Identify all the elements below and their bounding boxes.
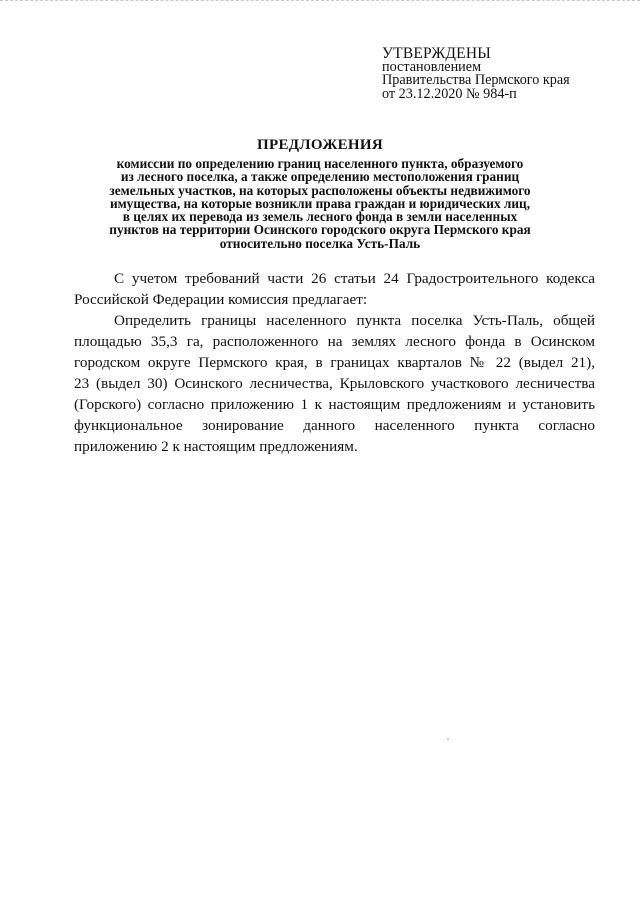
paragraph-requirements — [74, 268, 595, 310]
subtitle-line: относительно поселка Усть-Паль — [219, 235, 421, 251]
subtitle-line: земельных участков, на которых расположены объекты недвижимого — [109, 182, 531, 198]
document-subtitle — [70, 157, 570, 250]
paragraph-line: городском округе Пермского края, в границах кварталов № 22 (выдел 21), — [74, 354, 595, 371]
paragraph-proposal — [74, 310, 595, 457]
subtitle-line: из лесного поселка, а также определению местоположения границ — [120, 169, 520, 185]
approval-line-1: постановлением — [382, 59, 482, 75]
paragraph-line: Определить границы населенного пункта поселка Усть-Паль, общей — [114, 312, 595, 329]
paragraph-line: площадью 35,3 га, расположенного на землях лесного фонда в Осинском — [74, 333, 595, 350]
paragraph-line: Российской Федерации комиссия предлагает: — [74, 291, 368, 308]
approval-line-3: от 23.12.2020 № 984-п — [382, 85, 517, 102]
subtitle-line: пунктов на территории Осинского городского округа Пермского края — [109, 222, 531, 238]
paragraph-line: 23 (выдел 30) Осинского лесничества, Крыловского участкового лесничества — [74, 375, 595, 392]
subtitle-line: в целях их перевода из земель лесного фонда в земли населенных — [122, 209, 518, 225]
paragraph-line: функциональное зонирование данного населенного пункта согласно — [74, 417, 595, 434]
scan-speck — [447, 738, 449, 740]
paragraph-line: С учетом требований части 26 статьи 24 Градостроительного кодекса — [114, 270, 595, 287]
document-title: ПРЕДЛОЖЕНИЯ — [257, 137, 383, 153]
approval-line-2: Правительства Пермского края — [382, 72, 570, 89]
page-top-edge — [0, 0, 640, 3]
approval-heading: УТВЕРЖДЕНЫ — [382, 45, 491, 62]
paragraph-line: приложению 2 к настоящим предложениям. — [74, 438, 358, 455]
approval-stamp — [382, 46, 622, 101]
document-body — [74, 268, 595, 457]
paragraph-line: (Горского) согласно приложению 1 к настоящим предложениям и установить — [74, 396, 595, 413]
subtitle-line: комиссии по определению границ населенного пункта, образуемого — [116, 156, 524, 171]
subtitle-line: имущества, на которые возникли права граждан и юридических лиц, — [109, 195, 531, 211]
